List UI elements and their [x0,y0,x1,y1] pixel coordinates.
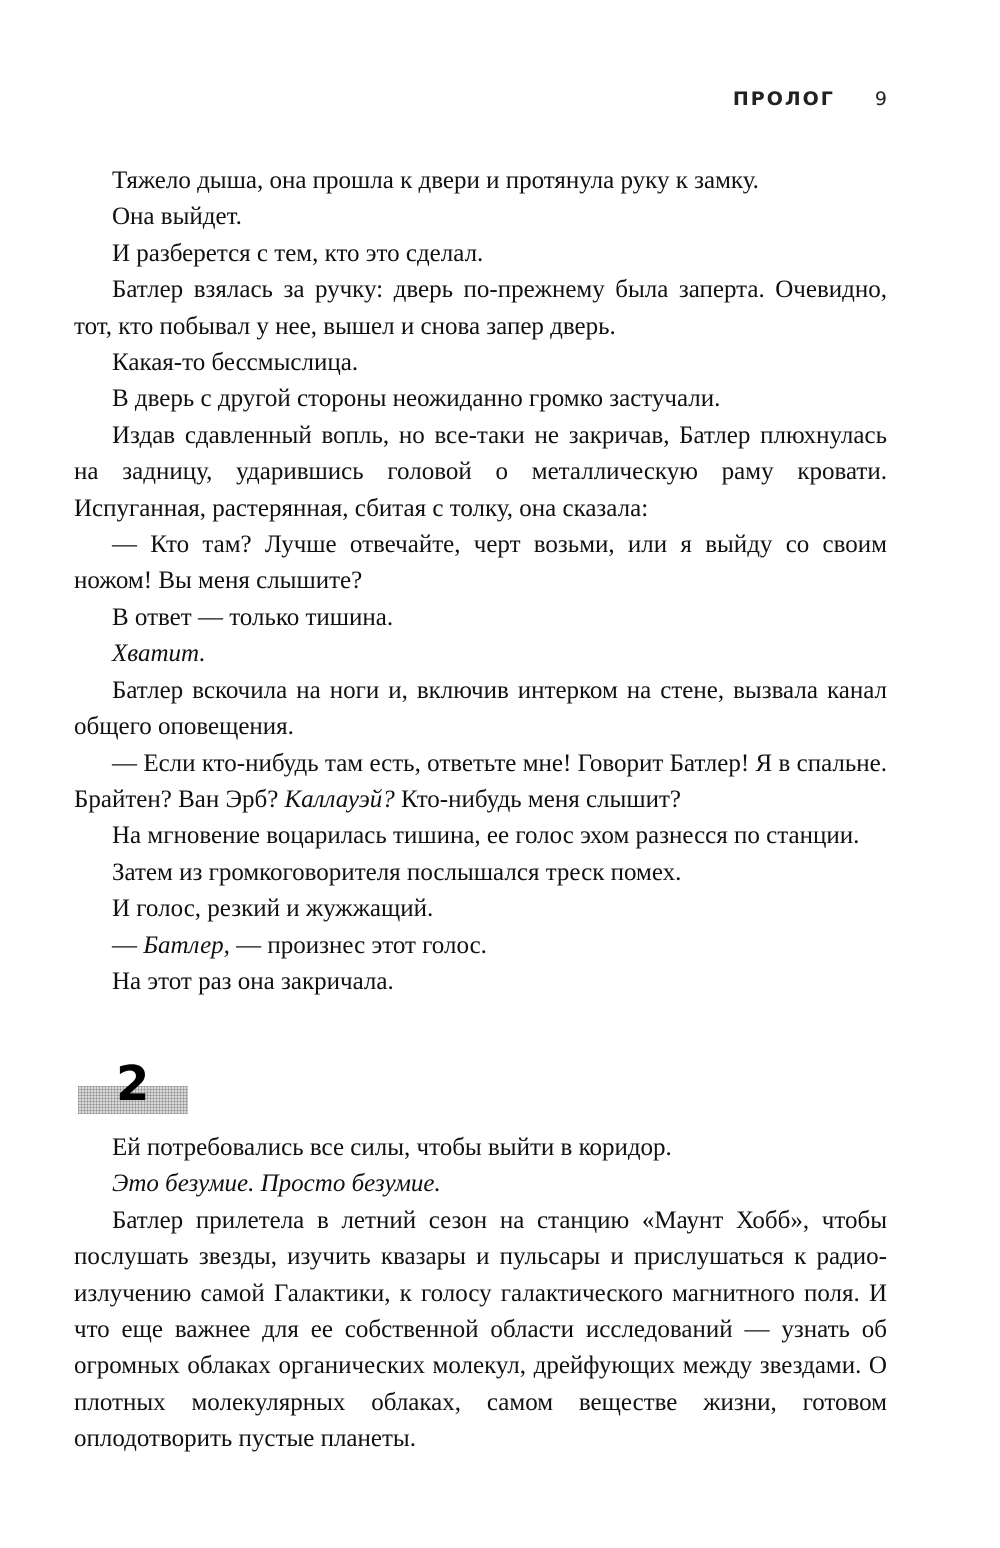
body-text-chapter-2 [74,1130,887,1458]
paragraph: Батлер вскочила на ноги и, включив интерком на стене, вызвала канал общего оповещения. [74,676,887,741]
body-text-before-chapter [74,163,887,1000]
dialogue-paragraph [74,746,887,819]
chapter-heading [78,1056,188,1116]
paragraph: В дверь с другой стороны неожиданно громко застучали. [112,385,721,413]
paragraph: И голос, резкий и жужжащий. [112,895,434,923]
dialogue-paragraph [74,928,887,964]
section-title: ПРОЛОГ [732,88,835,110]
dialogue-text: — произнес этот голос. [229,931,487,959]
italic-thought: Это безумие. Просто безумие. [112,1170,441,1198]
dialogue-text: — Если кто-нибудь там есть, ответьте мне! Говорит Батлер! Я в спальне. Брайтен? Ван Эрб? [74,749,887,813]
dialogue-dash: — [112,931,144,959]
dialogue-text: Кто-нибудь меня слышит? [394,785,681,813]
italic-speech: Батлер, [143,931,230,959]
paragraph: Она выйдет. [112,203,242,231]
italic-name: Каллауэй? [284,785,395,813]
paragraph: Издав сдавленный вопль, но все-таки не закричав, Батлер плюхнулась на задницу, ударившись головой о металлическую раму кровати. Испуганная, растерянная, сбитая с толку, она сказала: [74,421,887,522]
paragraph: Батлер взялась за ручку: дверь по-прежнему была заперта. Очевидно, тот, кто побывал у нее, вышел и снова запер дверь. [74,276,887,340]
paragraph: На этот раз она закричала. [112,967,394,995]
paragraph: В ответ — только тишина. [112,603,394,631]
paragraph: На мгновение воцарилась тишина, ее голос эхом разнесся по станции. [112,822,860,850]
paragraph: Затем из громкоговорителя послышался треск помех. [112,858,682,886]
paragraph: Тяжело дыша, она прошла к двери и протянула руку к замку. [112,167,759,194]
running-head [733,88,887,110]
chapter-number: 2 [116,1056,150,1112]
paragraph: Какая-то бессмыслица. [112,349,359,377]
page-number: 9 [874,88,887,110]
dialogue-paragraph: — Кто там? Лучше отвечайте, черт возьми, или я выйду со своим ножом! Вы меня слышите? [74,531,887,595]
paragraph: Батлер прилетела в летний сезон на станцию «Маунт Хобб», чтобы послушать звезды, изучить квазары и пульсары и прислушаться к радиоизлучению самой Галактики, к голосу галактического магнитного поля. И что еще важнее для ее собственной области исследований — узнать об огромных облаках органических молекул, дрейфующих между звездами. О плотных молекулярных облаках, самом веществе жизни, готовом оплодотворить пустые планеты. [74,1206,887,1453]
paragraph: Ей потребовались все силы, чтобы выйти в коридор. [112,1134,672,1161]
paragraph: И разберется с тем, кто это сделал. [112,239,484,267]
italic-thought: Хватит. [112,640,206,668]
